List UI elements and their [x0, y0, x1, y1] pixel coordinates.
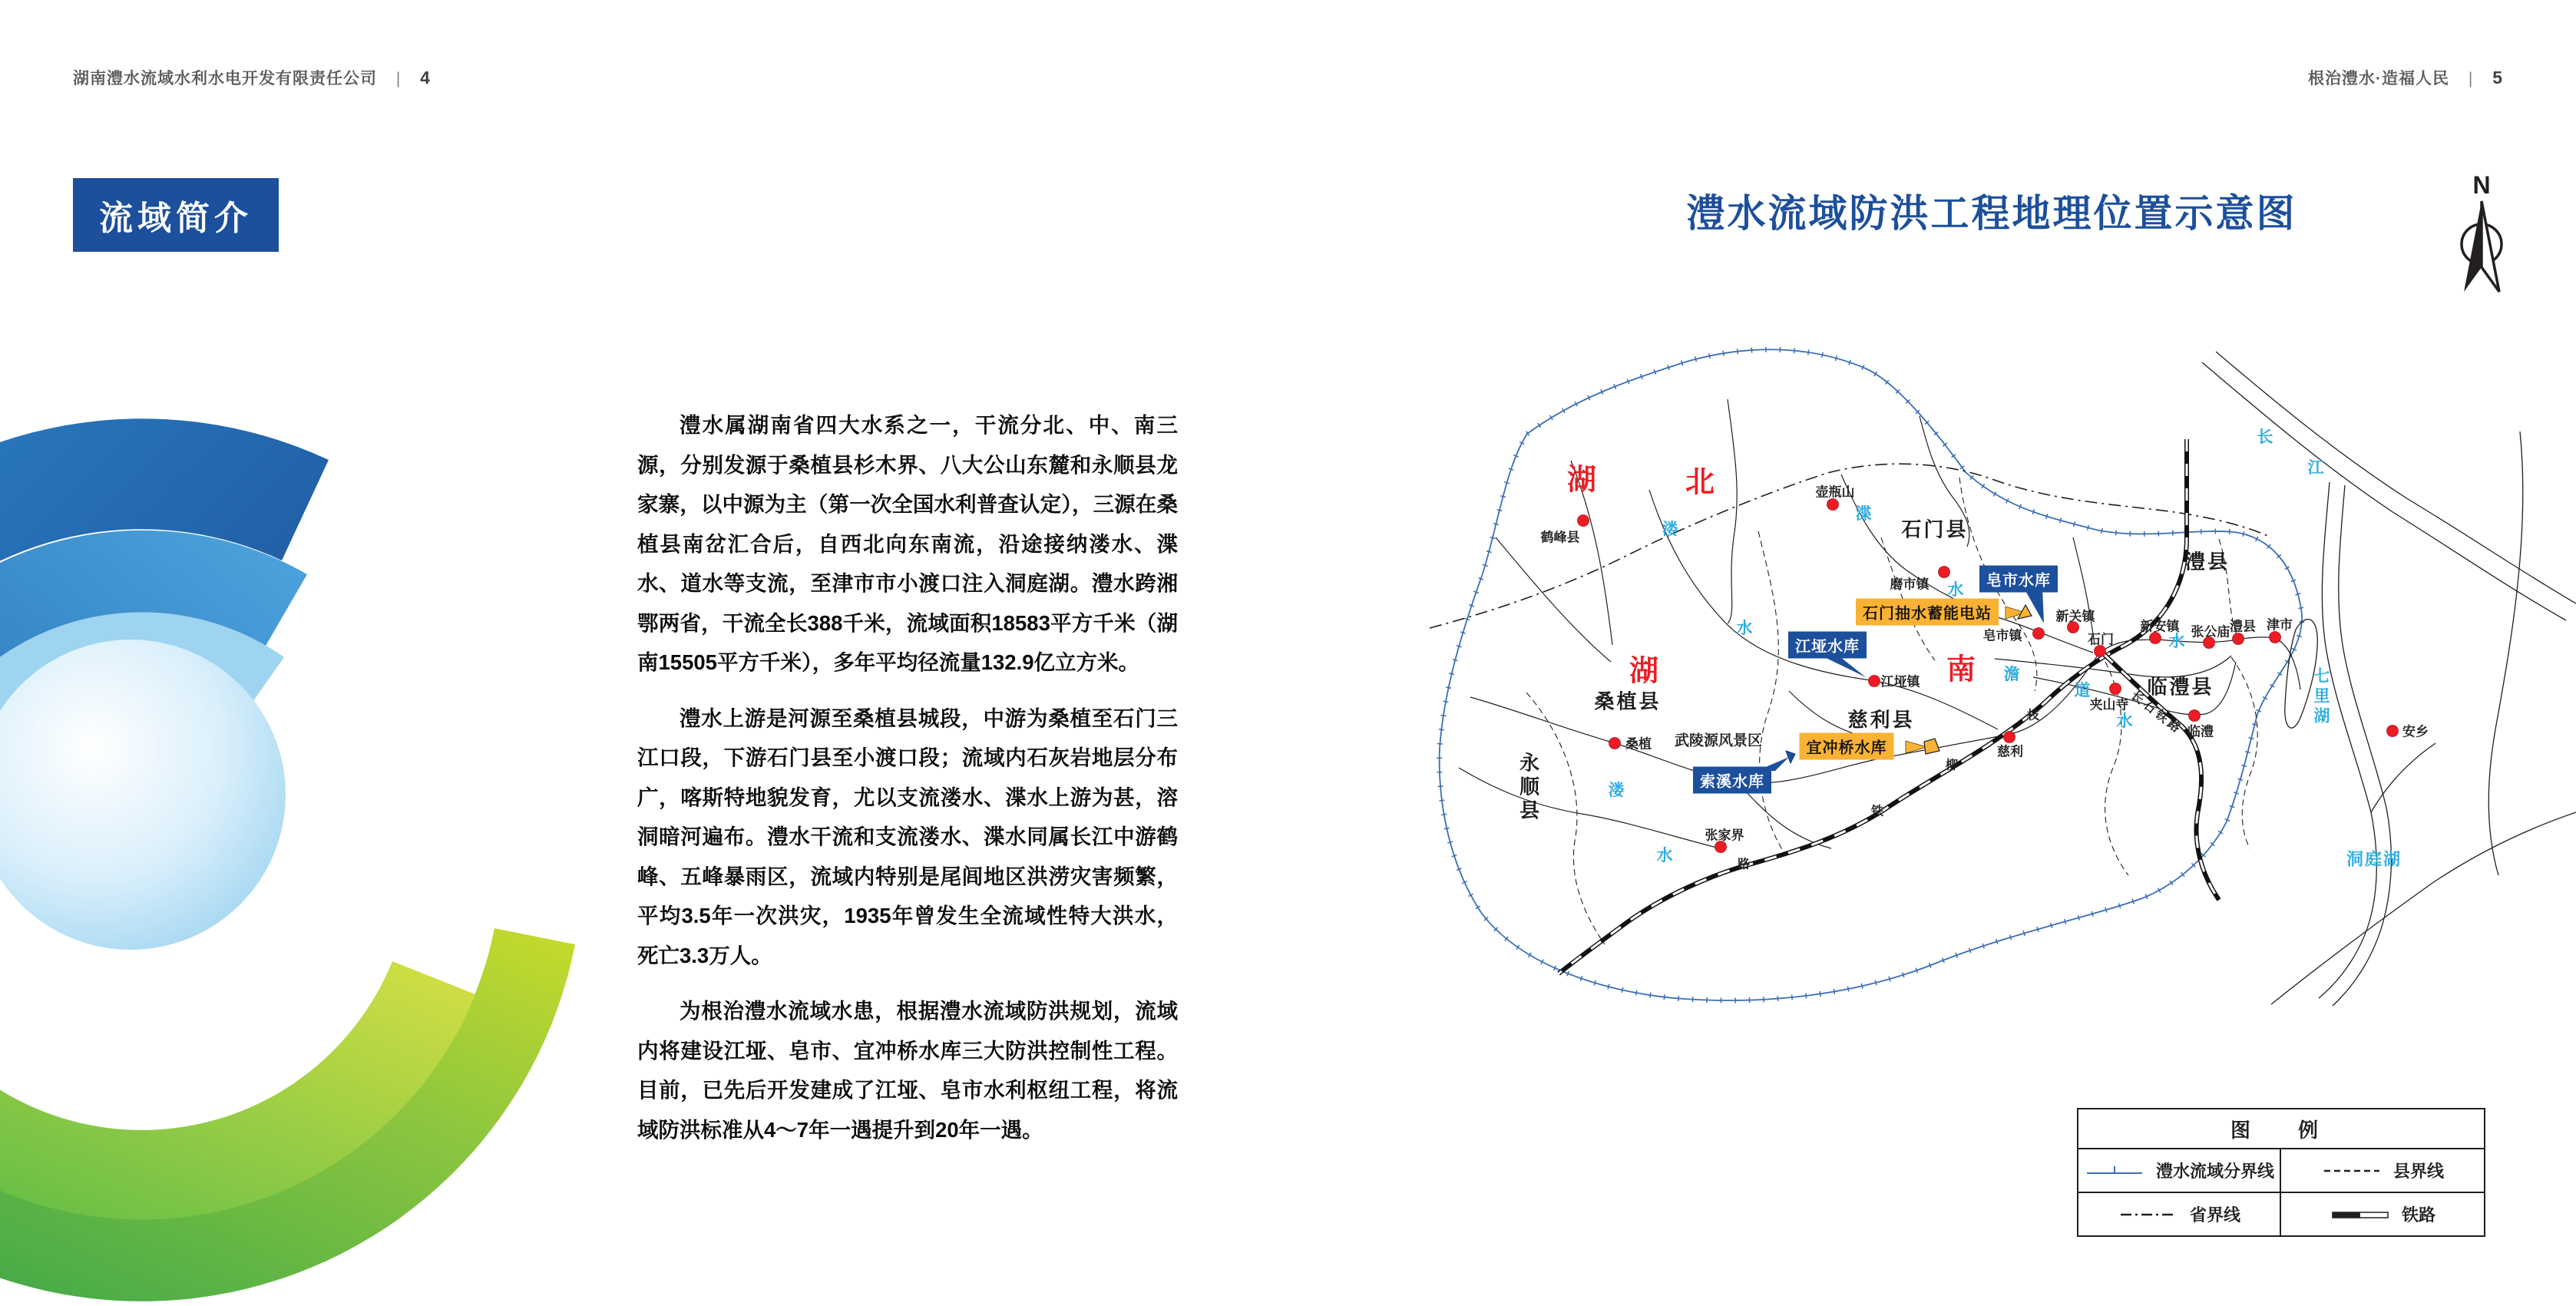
- town-label-hefeng: 鹤峰县: [1540, 530, 1580, 545]
- river-char-lou-2: 溇: [1608, 782, 1625, 799]
- section-title-badge: 流域简介: [73, 178, 279, 252]
- right-page-number: 5: [2492, 68, 2503, 88]
- railway-label-changshi: 长石铁路: [2128, 689, 2185, 737]
- county-label-cili: 慈利县: [1847, 708, 1915, 732]
- town-label-zhangjiajie: 张家界: [1705, 828, 1744, 843]
- river-char-jiang: 江: [2307, 459, 2324, 477]
- left-page-number: 4: [420, 68, 431, 88]
- town-label-jinshi: 津市: [2267, 617, 2293, 633]
- county-label-linli: 临澧县: [2147, 675, 2214, 699]
- town-label-anxiang: 安乡: [2402, 724, 2429, 739]
- legend-label-province-line: 省界线: [2189, 1205, 2240, 1225]
- compass-north-icon: [2451, 170, 2512, 301]
- river-char-chang: 长: [2257, 428, 2273, 446]
- town-label-jiangyazhen: 江垭镇: [1880, 674, 1920, 689]
- river-char-shui-4: 水: [2116, 713, 2133, 730]
- railway-char-lu: 路: [1737, 858, 1751, 871]
- river-char-xie: 渫: [1855, 505, 1872, 523]
- province-label-hunan-1: 湖: [1629, 655, 1661, 688]
- town-label-linli-town: 临澧: [2187, 724, 2214, 739]
- province-label-hubei-1: 湖: [1566, 464, 1599, 497]
- railway-char-zhi: 枝: [2026, 709, 2040, 722]
- basin-boundary-symbol: [2084, 1165, 2145, 1177]
- company-name: 湖南澧水流域水利水电开发有限责任公司: [73, 70, 377, 88]
- callout-zaoshi-reservoir: 皂市水库: [1979, 566, 2058, 593]
- county-label-yongshun: 永顺县: [1516, 752, 1540, 824]
- railway-char-tie: 铁: [1870, 805, 1884, 818]
- scenic-area-label: 武陵源风景区: [1674, 732, 1763, 749]
- county-label-lixian: 澧县: [2184, 550, 2230, 574]
- legend-item-railway: [2281, 1193, 2484, 1235]
- slogan: 根治澧水·造福人民: [2308, 70, 2450, 88]
- town-label-xinanzhen: 新安镇: [2140, 619, 2180, 634]
- callout-jiangya-reservoir: 江垭水库: [1788, 632, 1867, 659]
- left-page-header: [73, 66, 431, 89]
- paragraph-1: 澧水属湖南省四大水系之一，干流分北、中、南三源，分别发源于桑植县杉木界、八大公山东麓和永顺县龙家寨，以中源为主（第一次全国水利普查认定），三源在桑植县南岔汇合后，自西北向东南流，沿途接纳溇水、渫水、道水等支流，至津市市小渡口注入洞庭湖。澧水跨湘鄂两省，干流全长388千米，流域面积18583平方千米（湖南15505平方千米），多年平均径流量132.9亿立方米。: [637, 413, 1178, 674]
- province-line-symbol: [2118, 1208, 2179, 1221]
- map-labels-layer: [1420, 338, 2576, 1013]
- legend-label-railway: 铁路: [2401, 1205, 2435, 1225]
- lake-label-qilihu: 七里湖: [2312, 667, 2330, 727]
- river-char-shui-3: 水: [1656, 847, 1673, 865]
- map-title: 澧水流域防洪工程地理位置示意图: [1686, 192, 2297, 235]
- header-divider: |: [395, 70, 402, 88]
- map-legend: [2077, 1108, 2485, 1237]
- callout-shimen-pumped-storage: 石门抽水蓄能电站: [1856, 599, 1999, 626]
- province-label-hunan-2: 南: [1946, 653, 1978, 686]
- railway-char-liu: 柳: [1945, 759, 1959, 772]
- legend-item-county-line: [2281, 1149, 2484, 1193]
- callout-suoxi-reservoir: 索溪水库: [1693, 767, 1771, 794]
- river-char-shui-1: 水: [1947, 581, 1964, 599]
- province-label-hubei-2: 北: [1685, 466, 1717, 499]
- county-label-sangzhi: 桑植县: [1594, 689, 1662, 713]
- river-char-shui-5: 水: [2168, 633, 2185, 650]
- legend-item-province-line: [2078, 1193, 2281, 1235]
- legend-item-basin-boundary: [2078, 1149, 2281, 1193]
- railway-symbol: [2330, 1208, 2391, 1221]
- county-label-shimen: 石门县: [1901, 517, 1969, 541]
- town-label-jiashansi: 夹山寺: [2089, 697, 2129, 713]
- river-char-lou-1: 溇: [1662, 521, 1678, 538]
- right-page-header: [2308, 66, 2503, 89]
- river-char-dan: 澹: [2003, 666, 2020, 683]
- company-logo: [0, 411, 591, 1306]
- county-line-symbol: [2321, 1165, 2383, 1177]
- river-char-dao: 道: [2074, 682, 2091, 699]
- river-char-shui-2: 水: [1736, 620, 1753, 637]
- town-label-xinguanzhen: 新关镇: [2055, 609, 2095, 624]
- town-label-zaoshizhen: 皂市镇: [1982, 628, 2022, 643]
- legend-title: 图 例: [2078, 1109, 2484, 1149]
- town-label-moshizhen: 磨市镇: [1890, 577, 1930, 592]
- paragraph-2: 澧水上游是河源至桑植县城段，中游为桑植至石门三江口段，下游石门县至小渡口段；流域内石灰岩地层分布广，喀斯特地貌发育，尤以支流溇水、渫水上游为甚，溶洞暗河遍布。澧水干流和支流溇水、渫水同属长江中游鹤峰、五峰暴雨区，流域内特别是尾闾地区洪涝灾害频繁，平均3.5年一次洪灾，1935年曾发生全流域性特大洪水，死亡3.3万人。: [637, 706, 1178, 967]
- town-label-lixian-town: 澧县: [2230, 619, 2256, 634]
- paragraph-3: 为根治澧水流域水患，根据澧水流域防洪规划，流域内将建设江垭、皂市、宜冲桥水库三大防洪控制性工程。目前，已先后开发建成了江垭、皂市水利枢纽工程，将流域防洪标准从4～7年一遇提升到20年一遇。: [637, 999, 1178, 1142]
- lake-label-dongting: 洞庭湖: [2346, 849, 2402, 869]
- town-label-shimen: 石门: [2088, 632, 2114, 647]
- callout-yichongqiao-reservoir: 宜冲桥水库: [1800, 733, 1894, 760]
- legend-label-county-line: 县界线: [2392, 1162, 2444, 1181]
- town-label-zhanggongmiao: 张公庙: [2191, 624, 2230, 640]
- town-label-sangzhi-town: 桑植: [1625, 736, 1652, 752]
- town-label-cili-town: 慈利: [1997, 744, 2023, 759]
- town-label-hupingshan: 壶瓶山: [1815, 484, 1855, 500]
- basin-introduction-text: [637, 405, 1178, 1165]
- compass-n-label: N: [2472, 171, 2491, 199]
- header-divider: |: [2468, 70, 2474, 88]
- legend-label-basin-boundary: 澧水流域分界线: [2155, 1162, 2274, 1181]
